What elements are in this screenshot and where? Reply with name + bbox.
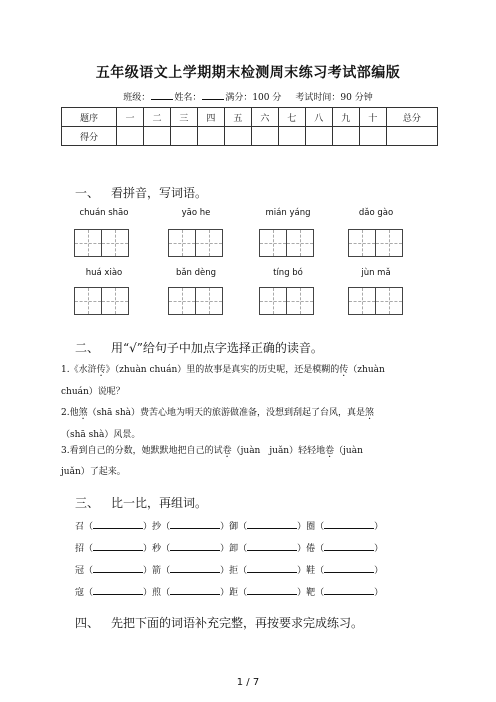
dotted-char: 卷: [325, 446, 335, 456]
pinyin-label: yāo he: [181, 208, 211, 218]
section-4-title: [75, 614, 363, 631]
writing-grid[interactable]: [74, 229, 128, 257]
answer-blank[interactable]: [93, 541, 143, 551]
exam-time: 考试时间：90 分钟: [295, 93, 373, 103]
section-2-title: [75, 339, 323, 356]
character: 秒: [152, 544, 162, 554]
section-heading: 先把下面的词语补充完整，再按要求完成练习。: [111, 616, 364, 630]
question-2-3-line-2: juǎn）了起来。: [61, 467, 126, 477]
score-cell[interactable]: [197, 127, 224, 146]
section-heading: 用“√”给句子中加点字选择正确的读音。: [111, 341, 323, 355]
writing-grid[interactable]: [168, 287, 222, 315]
writing-grid[interactable]: [259, 287, 313, 315]
dotted-char: 传: [96, 365, 106, 375]
character: 煎: [152, 588, 162, 598]
pinyin-label: dǎo gào: [358, 208, 394, 218]
table-header-cell: 题序: [62, 108, 117, 127]
text: （juàn: [334, 446, 363, 456]
name-blank: [202, 90, 224, 100]
score-cell[interactable]: [143, 127, 170, 146]
page-number: 1 / 7: [236, 677, 260, 688]
answer-blank[interactable]: [247, 585, 297, 595]
score-cell[interactable]: [359, 127, 386, 146]
character: 召: [75, 522, 85, 532]
score-cell[interactable]: [224, 127, 251, 146]
word-group-row: 招（ ）秒（ ）卸（ ）倦（ ）: [75, 541, 383, 554]
exam-info-line: [0, 90, 496, 103]
character: 鞋: [306, 566, 316, 576]
score-cell[interactable]: [305, 127, 332, 146]
dotted-char: 卷: [222, 446, 232, 456]
character: 寇: [75, 588, 85, 598]
writing-grid[interactable]: [259, 229, 313, 257]
answer-blank[interactable]: [170, 563, 220, 573]
character: 箭: [152, 566, 162, 576]
dotted-char: 传: [339, 365, 349, 375]
character: 招: [75, 544, 85, 554]
character: 御: [229, 522, 239, 532]
writing-grid[interactable]: [348, 229, 402, 257]
table-header-cell: 四: [197, 108, 224, 127]
section-heading: 看拼音，写词语。: [111, 186, 208, 200]
character: 倦: [306, 544, 316, 554]
section-number: 四、: [75, 616, 100, 630]
score-row-label: 得分: [62, 127, 117, 146]
answer-blank[interactable]: [93, 585, 143, 595]
character: 冠: [75, 566, 85, 576]
question-2-1-line-1: [61, 362, 385, 375]
text: （juàn juǎn）轻轻地: [231, 446, 326, 456]
table-header-cell: 一: [117, 108, 144, 127]
text: 2.他: [61, 408, 79, 418]
score-cell[interactable]: [170, 127, 197, 146]
character: 靶: [306, 588, 316, 598]
text: 》（zhuàn chuán）里的故事是真实的历史呢，还是模糊的: [105, 365, 340, 375]
answer-blank[interactable]: [170, 541, 220, 551]
class-blank: [151, 90, 173, 100]
word-group-row: 寇（ ）煎（ ）距（ ）靶（ ）: [75, 585, 383, 598]
section-3-title: [75, 494, 207, 511]
dotted-char: 煞: [365, 408, 375, 418]
table-header-cell: 九: [332, 108, 359, 127]
question-2-2-line-2: （shā shà）风景。: [61, 430, 141, 440]
text: 3.看到自己的分数，她默默地把自己的试: [61, 446, 223, 456]
pinyin-label: bǎn dèng: [175, 268, 217, 278]
character: 卸: [229, 544, 239, 554]
question-2-3-line-1: [61, 443, 363, 456]
question-2-2-line-1: [61, 405, 374, 418]
score-table: [61, 107, 438, 146]
question-2-1-line-2: chuán）说呢？: [61, 387, 125, 397]
answer-blank[interactable]: [170, 585, 220, 595]
character: 抄: [152, 522, 162, 532]
section-heading: 比一比，再组词。: [111, 496, 208, 510]
section-number: 一、: [75, 186, 100, 200]
table-header-cell: 五: [224, 108, 251, 127]
pinyin-label: huá xiào: [85, 268, 123, 278]
document-title: 五年级语文上学期期末检测周末练习考试部编版: [95, 65, 401, 81]
dotted-char: 煞: [78, 408, 88, 418]
score-cell[interactable]: [251, 127, 278, 146]
answer-blank[interactable]: [93, 563, 143, 573]
table-header-cell: 三: [170, 108, 197, 127]
table-header-cell: 二: [143, 108, 170, 127]
writing-grid[interactable]: [348, 287, 402, 315]
score-cell[interactable]: [117, 127, 144, 146]
word-group-row: 冠（ ）箭（ ）拒（ ）鞋（ ）: [75, 563, 383, 576]
score-table-score-row: [62, 127, 438, 146]
score-cell[interactable]: [278, 127, 305, 146]
pinyin-label: tíng bó: [273, 268, 303, 278]
answer-blank[interactable]: [324, 519, 374, 529]
answer-blank[interactable]: [324, 585, 374, 595]
answer-blank[interactable]: [93, 519, 143, 529]
writing-grid[interactable]: [168, 229, 222, 257]
answer-blank[interactable]: [324, 563, 374, 573]
table-header-cell: 总分: [386, 108, 437, 127]
answer-blank[interactable]: [247, 541, 297, 551]
full-score: 满分：100 分: [225, 93, 282, 103]
text: 1.《水浒: [61, 365, 97, 375]
pinyin-label: mián yáng: [265, 208, 311, 218]
pinyin-label: jùn mǎ: [361, 268, 391, 278]
text: （zhuàn: [348, 365, 385, 375]
table-header-cell: 七: [278, 108, 305, 127]
pinyin-label: chuán shāo: [79, 208, 129, 218]
section-1-title: [75, 184, 207, 201]
character: 距: [229, 588, 239, 598]
score-table-header-row: [62, 108, 438, 127]
character: 拒: [229, 566, 239, 576]
section-number: 二、: [75, 341, 100, 355]
answer-blank[interactable]: [247, 519, 297, 529]
name-label: 姓名：: [174, 93, 202, 103]
writing-grid[interactable]: [74, 287, 128, 315]
score-cell[interactable]: [386, 127, 437, 146]
score-cell[interactable]: [332, 127, 359, 146]
answer-blank[interactable]: [170, 519, 220, 529]
class-label: 班级：: [123, 93, 151, 103]
answer-blank[interactable]: [247, 563, 297, 573]
table-header-cell: 八: [305, 108, 332, 127]
character: 圈: [306, 522, 316, 532]
section-number: 三、: [75, 496, 100, 510]
word-group-row: 召（ ）抄（ ）御（ ）圈（ ）: [75, 519, 383, 532]
table-header-cell: 六: [251, 108, 278, 127]
answer-blank[interactable]: [324, 541, 374, 551]
table-header-cell: 十: [359, 108, 386, 127]
text: （shā shà）费苦心地为明天的旅游做准备，没想到刮起了台风，真是: [87, 408, 366, 418]
